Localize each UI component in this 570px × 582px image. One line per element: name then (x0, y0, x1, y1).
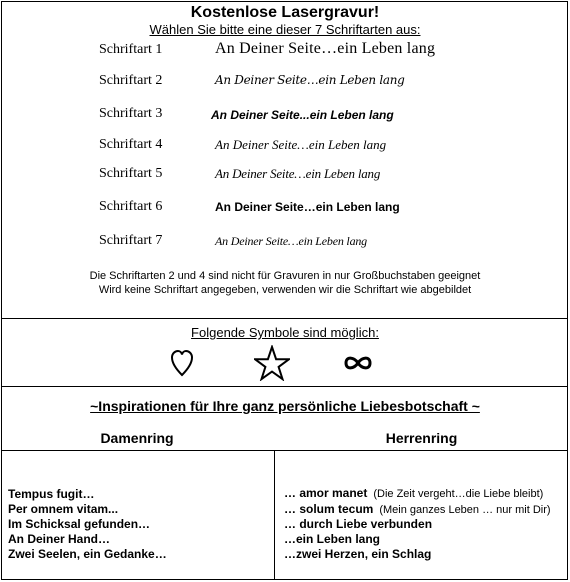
herren-phrase-3: … durch Liebe verbunden (284, 517, 433, 531)
font-label-1: Schriftart 1 (99, 42, 163, 57)
font-label-2: Schriftart 2 (99, 73, 163, 88)
font-label-7: Schriftart 7 (99, 233, 163, 248)
font-label-6: Schriftart 6 (99, 199, 163, 214)
damen-phrase-2: Per omnem vitam... (8, 502, 119, 516)
symbols-title: Folgende Symbole sind möglich: (191, 325, 379, 340)
inspiration-title: ~Inspirationen für Ihre ganz persönliche Liebesbotschaft ~ (90, 398, 480, 414)
herrenring-heading: Herrenring (385, 430, 458, 446)
herren-phrase-4: …ein Leben lang (284, 532, 381, 546)
divider-symbols (1, 386, 568, 387)
herren-phrase-2-translation: (Mein ganzes Leben … nur mit Dir) (379, 504, 551, 516)
herren-phrase-5: …zwei Herzen, ein Schlag (284, 547, 432, 561)
font-label-3: Schriftart 3 (99, 106, 163, 121)
divider-columns (274, 450, 275, 580)
damenring-heading: Damenring (100, 430, 174, 446)
damen-phrase-4: An Deiner Hand… (8, 532, 111, 546)
page-title: Kostenlose Lasergravur! (190, 4, 380, 21)
font-instruction: Wählen Sie bitte eine dieser 7 Schriftarten aus: (149, 22, 421, 37)
font-sample-4: An Deiner Seite…ein Leben lang (215, 137, 387, 152)
font-sample-5: An Deiner Seite…ein Leben lang (215, 166, 381, 181)
font-sample-3: An Deiner Seite...ein Leben lang (211, 108, 394, 122)
font-sample-7: An Deiner Seite…ein Leben lang (215, 234, 367, 248)
font-label-5: Schriftart 5 (99, 166, 163, 181)
divider-fonts (1, 318, 568, 319)
font-label-4: Schriftart 4 (99, 137, 163, 152)
font-sample-6: An Deiner Seite…ein Leben lang (215, 200, 400, 214)
font-note-caps: Die Schriftarten 2 und 4 sind nicht für Gravuren in nur Großbuchstaben geeignet (89, 270, 481, 282)
herren-phrase-1-translation: (Die Zeit vergeht…die Liebe bleibt) (373, 488, 544, 500)
damen-phrase-3: Im Schicksal gefunden… (8, 517, 151, 531)
herren-phrase-1: … amor manet (Die Zeit vergeht…die Liebe bleibt) (284, 486, 544, 500)
heart-icon (170, 345, 194, 381)
damen-phrase-1: Tempus fugit… (8, 487, 95, 501)
star-icon (254, 345, 290, 381)
damen-phrase-5: Zwei Seelen, ein Gedanke… (8, 547, 167, 561)
divider-ring-headings (1, 450, 568, 451)
font-sample-2: An Deiner Seite…ein Leben lang (215, 73, 405, 87)
infinity-icon (342, 345, 374, 381)
font-sample-1: An Deiner Seite…ein Leben lang (215, 40, 436, 57)
font-note-default: Wird keine Schriftart angegeben, verwenden wir die Schriftart wie abgebildet (98, 284, 472, 296)
herren-phrase-2: … solum tecum (Mein ganzes Leben … nur mit Dir) (284, 502, 551, 516)
